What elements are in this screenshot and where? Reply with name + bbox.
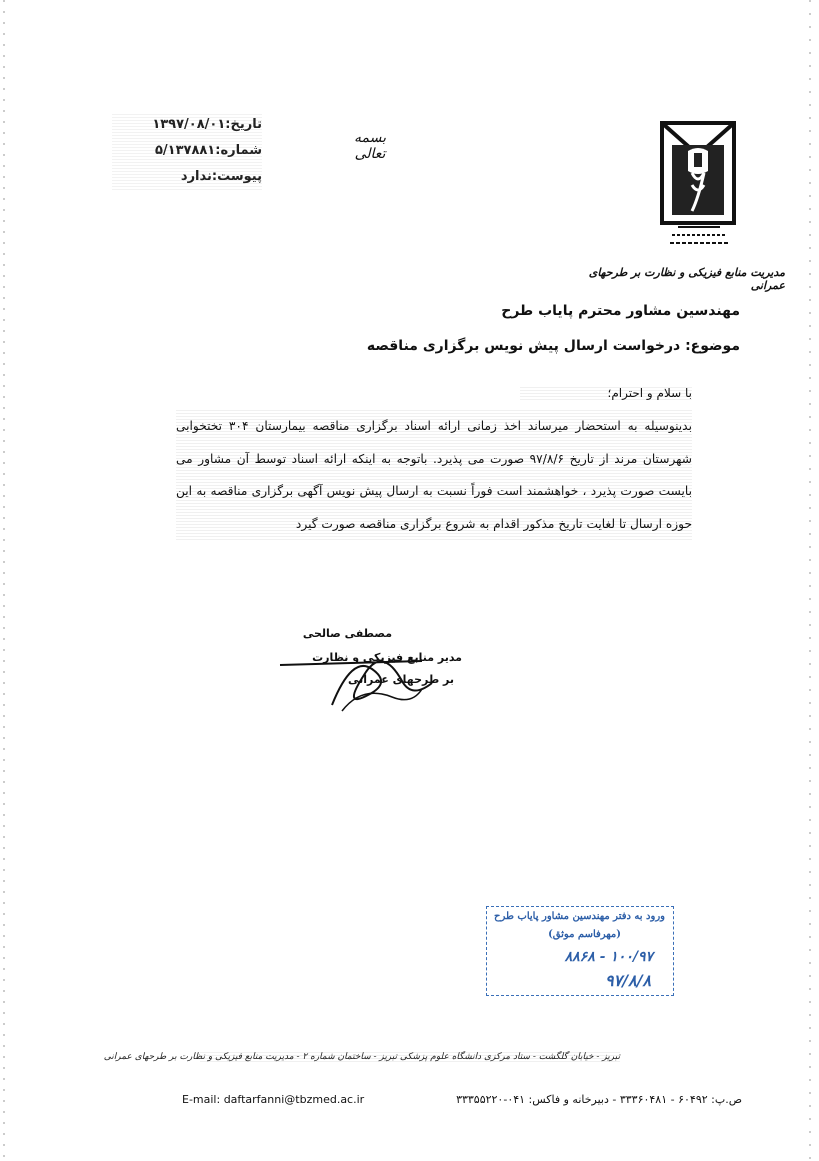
letter-body: بدینوسیله به استحضار میرساند اخذ زمانی ارائه اسناد برگزاری مناقصه بیمارستان ۳۰۴ تختخوابی شهرستان مرند از تاریخ ۹۷/۸/۶ صورت می پذیرد. باتوجه به اینکه ارائه اسناد توسط آن مشاور می بایست صورت پذیرد ، خواهشمند است فوراً نسبت به ارسال پیش نویس آگهی برگزاری مناقصه به این حوزه ارسال تا لغایت تاریخ مذکور اقدام به شروع برگزاری مناقصه صورت گیرد <box>176 410 692 540</box>
number-line: شماره:۵/۱۳۷۸۸۱ <box>154 143 262 158</box>
stamp-heading: ورود به دفتر مهندسین مشاور پایاب طرح <box>494 911 665 922</box>
stamp-date: ۹۷/۸/۸ <box>604 971 651 990</box>
salutation: با سلام و احترام؛ <box>520 386 692 400</box>
stamp-number: ۱۰۰/۹۷ - ۸۸۶۸ <box>564 949 653 965</box>
attachment-line: پیوست:ندارد <box>180 169 262 184</box>
university-emblem-icon <box>648 115 748 255</box>
receipt-stamp <box>486 906 674 996</box>
signatory-title: مدیر منابع فیزیکی و نظارت <box>312 651 462 664</box>
date-line: تاریخ:۱۳۹۷/۰۸/۰۱ <box>152 117 262 132</box>
signatory-title-2: بر طرحهای عمرانی <box>348 673 454 686</box>
besm-heading: بسمه تعالی <box>354 130 386 162</box>
footer-contact <box>182 1093 742 1109</box>
stamp-subheading: (مهرفاسم موثق) <box>548 929 621 940</box>
signatory-name: مصطفی صالحی <box>302 627 392 640</box>
footer-email: E-mail: daftarfanni@tbzmed.ac.ir <box>182 1093 365 1106</box>
letter-meta <box>112 112 262 190</box>
logo-caption: مدیریت منابع فیزیکی و نظارت بر طرحهای عمرانی <box>588 266 785 292</box>
footer-phones: ص.پ: ۶۰۴۹۲ - ۳۳۳۶۰۴۸۱ - دبیرخانه و فاکس: ۰۴۱-۳۳۳۵۵۲۲۰ <box>456 1093 742 1106</box>
footer-address: تبریز - خیابان گلگشت - ستاد مرکزی دانشگاه علوم پزشکی تبریز - ساختمان شماره ۲ - مدیریت منابع فیزیکی و نظارت بر طرحهای عمرانی <box>103 1052 620 1062</box>
subject-line: موضوع: درخواست ارسال پیش نویس برگزاری مناقصه <box>366 338 740 354</box>
recipient: مهندسین مشاور محترم پایاب طرح <box>501 303 740 319</box>
